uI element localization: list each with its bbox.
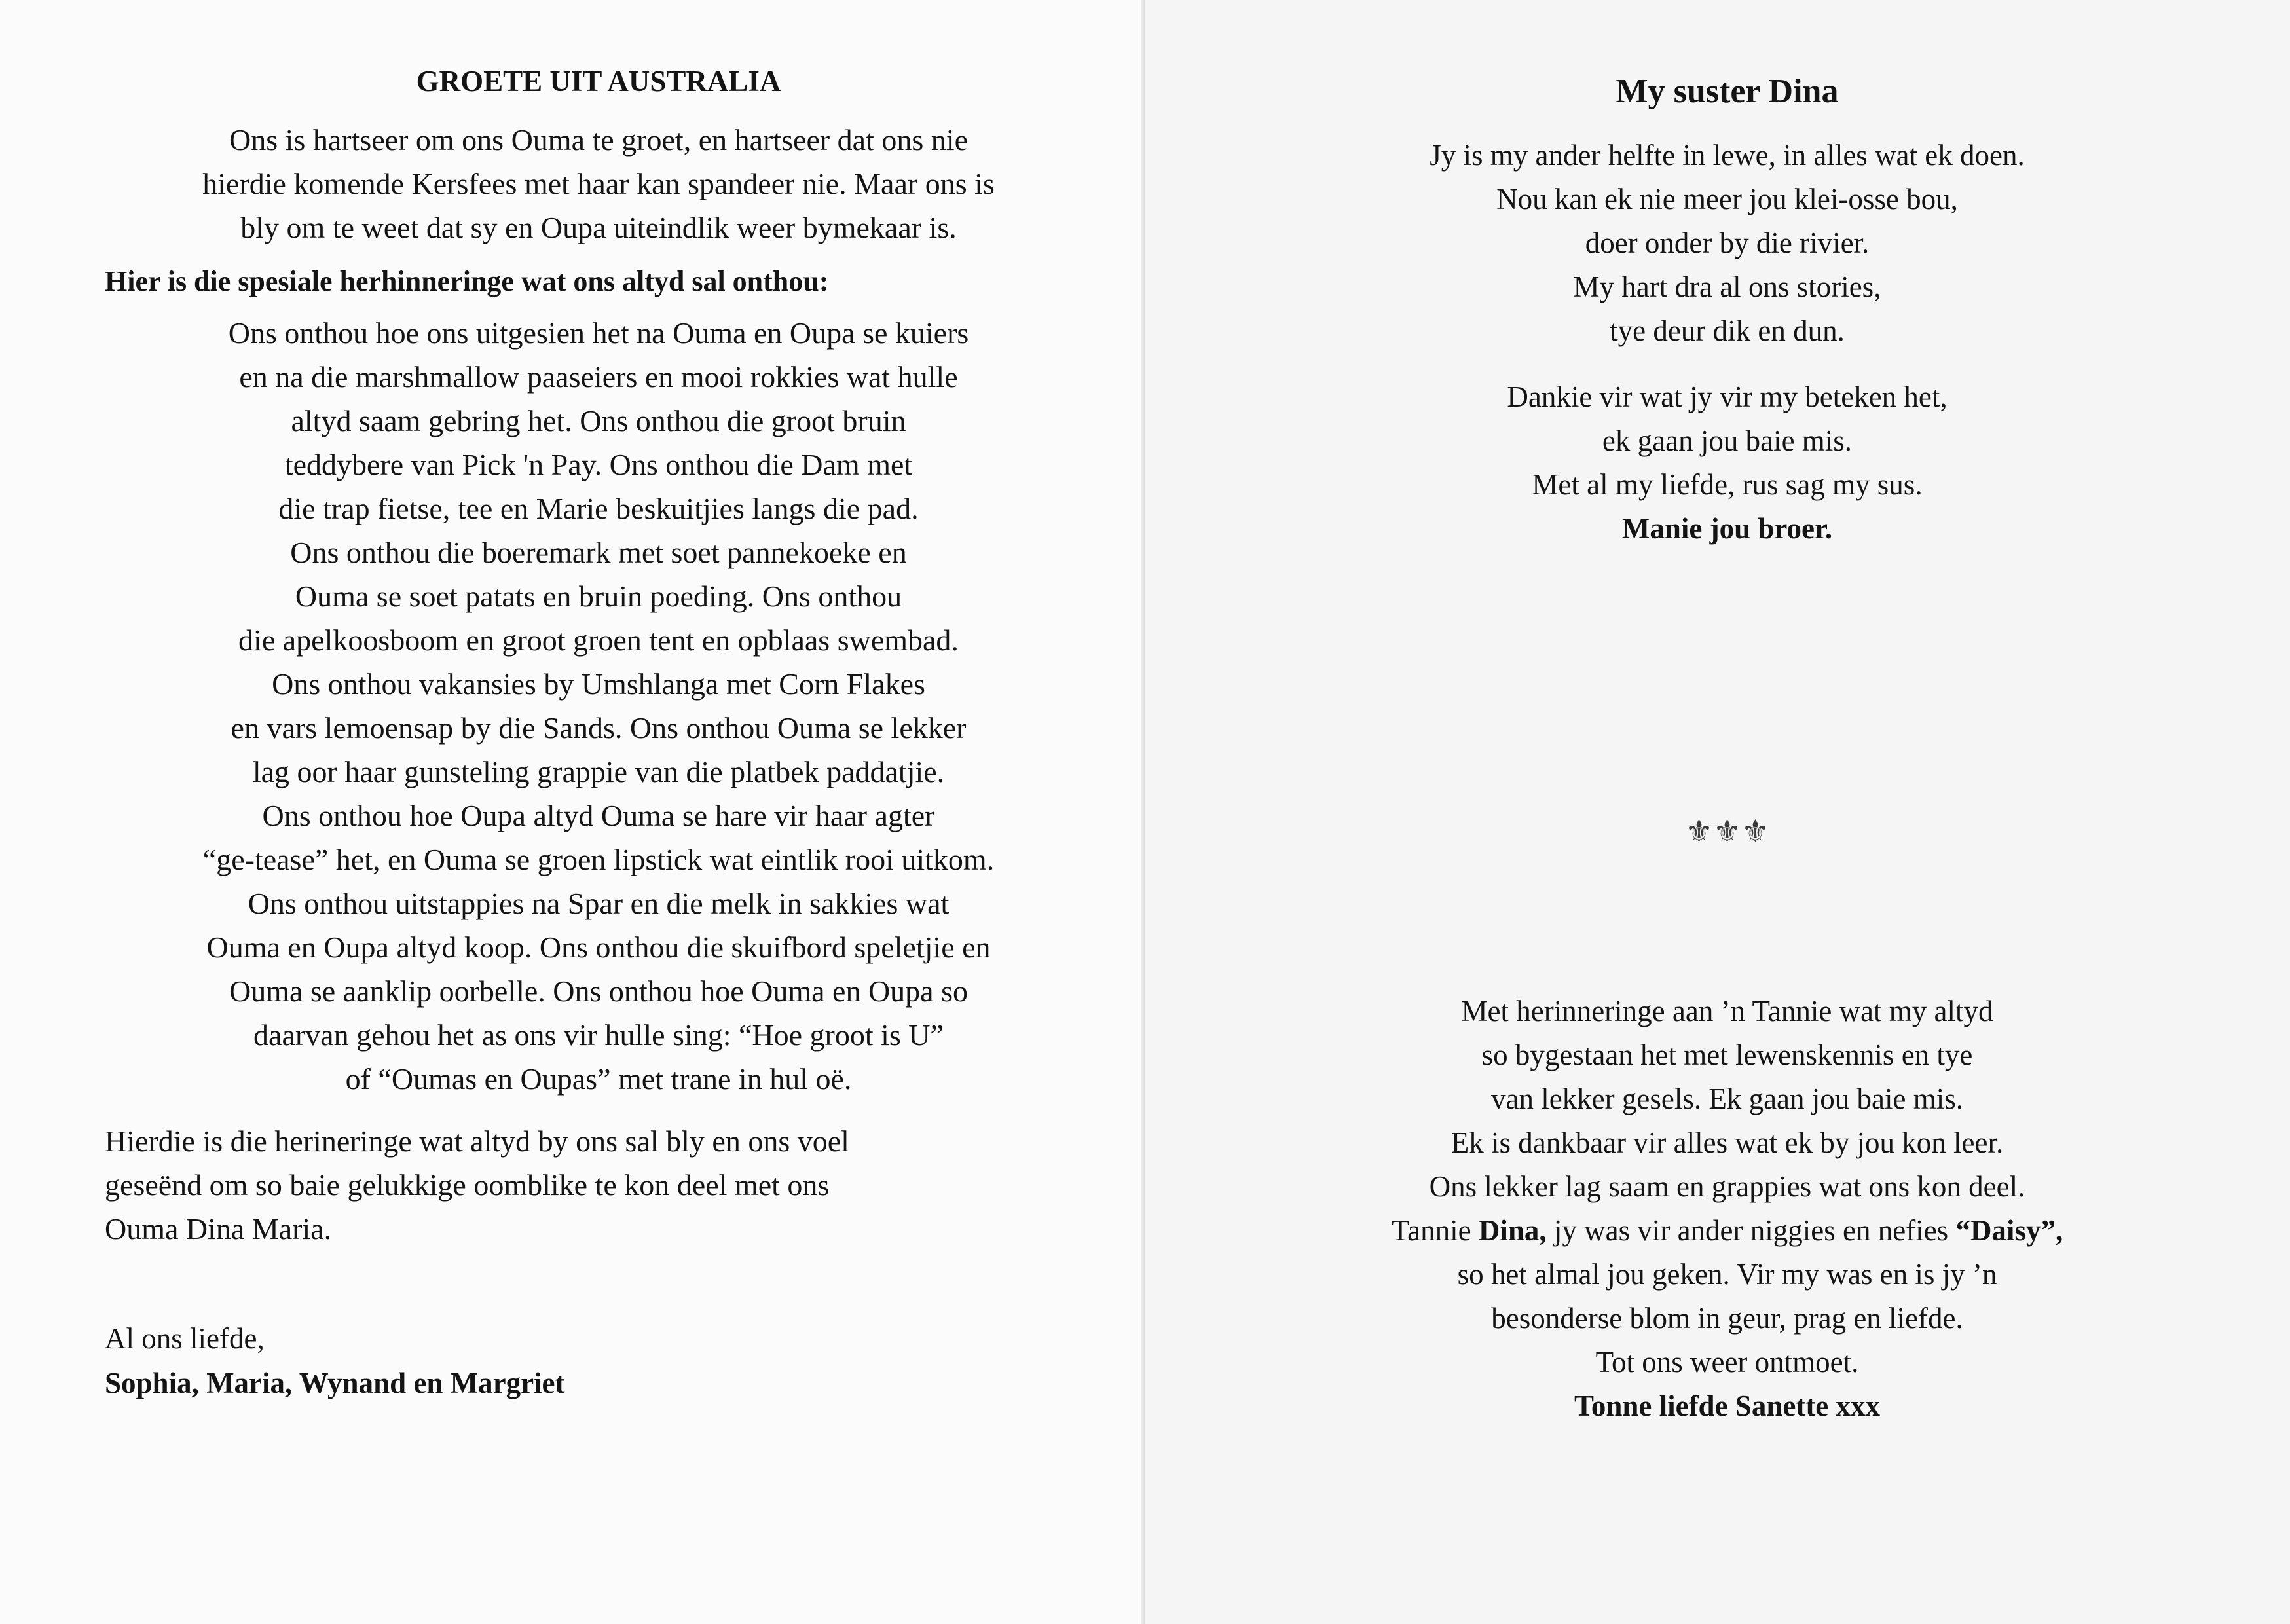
memory-line: Ouma se soet patats en bruin poeding. Ons onthou bbox=[295, 580, 902, 613]
memory-line: lag oor haar gunsteling grappie van die platbek paddatjie. bbox=[252, 755, 945, 788]
closing-line: Ouma Dina Maria. bbox=[105, 1212, 332, 1246]
tribute-line: so het almal jou geken. Vir my was en is jy ’n bbox=[1457, 1258, 1997, 1291]
signoff-line: Al ons liefde, bbox=[105, 1322, 265, 1355]
poem-stanza-2 bbox=[1243, 375, 2211, 551]
poem-line: Met al my liefde, rus sag my sus. bbox=[1532, 468, 1923, 501]
poem-line: Jy is my ander helfte in lewe, in alles wat ek doen. bbox=[1430, 139, 2025, 172]
tribute-line: Tot ons weer ontmoet. bbox=[1595, 1346, 1859, 1378]
memory-line: Ouma en Oupa altyd koop. Ons onthou die skuifbord speletjie en bbox=[206, 931, 991, 964]
tribute-name: Dina, bbox=[1478, 1214, 1547, 1247]
poem-stanza-1 bbox=[1243, 134, 2211, 353]
tribute-prefix: Tannie bbox=[1391, 1214, 1479, 1247]
right-page-title: My suster Dina bbox=[1616, 73, 1839, 110]
poem-signature: Manie jou broer. bbox=[1621, 512, 1833, 545]
signatories: Sophia, Maria, Wynand en Margriet bbox=[105, 1367, 565, 1399]
memory-line: Ouma se aanklip oorbelle. Ons onthou hoe Ouma en Oupa so bbox=[229, 974, 969, 1008]
memory-line: Ons onthou hoe ons uitgesien het na Ouma en Oupa se kuiers bbox=[228, 316, 969, 350]
memory-line: die trap fietse, tee en Marie beskuitjies langs die pad. bbox=[278, 492, 919, 525]
memory-line: Ons onthou hoe Oupa altyd Ouma se hare vir haar agter bbox=[262, 799, 935, 832]
poem-line: Dankie vir wat jy vir my beteken het, bbox=[1507, 380, 1948, 413]
closing-line: geseënd om so baie gelukkige oomblike te kon deel met ons bbox=[105, 1168, 830, 1202]
memory-line: Ons onthou die boeremark met soet pannekoeke en bbox=[290, 536, 907, 569]
memory-line: altyd saam gebring het. Ons onthou die groot bruin bbox=[291, 404, 906, 437]
left-signoff bbox=[105, 1316, 1092, 1405]
poem-line: My hart dra al ons stories, bbox=[1573, 270, 1881, 303]
tribute-line: so bygestaan het met lewenskennis en tye bbox=[1481, 1039, 1973, 1071]
tribute-line: besonderse blom in geur, prag en liefde. bbox=[1491, 1302, 1963, 1335]
memory-line: daarvan gehou het as ons vir hulle sing: “Hoe groot is U” bbox=[253, 1018, 944, 1052]
memory-line: “ge-tease” het, en Ouma se groen lipstick wat eintlik rooi uitkom. bbox=[202, 843, 995, 876]
fleur-de-lis-ornament-icon: ⚜⚜⚜ bbox=[1684, 815, 1770, 849]
tribute-nickname: “Daisy”, bbox=[1955, 1214, 2063, 1247]
memory-line: Ons onthou vakansies by Umshlanga met Corn Flakes bbox=[272, 667, 925, 701]
memories-subheading: Hier is die spesiale herhinneringe wat ons altyd sal onthou: bbox=[105, 265, 829, 297]
memory-line: en na die marshmallow paaseiers en mooi rokkies wat hulle bbox=[239, 360, 958, 394]
tribute-signature: Tonne liefde Sanette xxx bbox=[1574, 1390, 1881, 1422]
tribute-line: Ek is dankbaar vir alles wat ek by jou kon leer. bbox=[1450, 1126, 2004, 1159]
intro-line: bly om te weet dat sy en Oupa uiteindlik weer bymekaar is. bbox=[240, 211, 957, 244]
tribute-paragraph bbox=[1243, 989, 2211, 1428]
closing-paragraph bbox=[105, 1119, 1092, 1251]
tribute-line: van lekker gesels. Ek gaan jou baie mis. bbox=[1490, 1082, 1964, 1115]
poem-line: Nou kan ek nie meer jou klei-osse bou, bbox=[1496, 183, 1958, 215]
intro-paragraph bbox=[105, 118, 1092, 249]
memory-line: teddybere van Pick 'n Pay. Ons onthou die Dam met bbox=[284, 448, 913, 481]
left-page-title: GROETE UIT AUSTRALIA bbox=[416, 65, 781, 98]
poem-line: tye deur dik en dun. bbox=[1610, 314, 1845, 347]
tribute-line: Met herinneringe aan ’n Tannie wat my altyd bbox=[1461, 995, 1993, 1027]
memory-line: of “Oumas en Oupas” met trane in hul oë. bbox=[345, 1062, 852, 1096]
memory-line: die apelkoosboom en groot groen tent en opblaas swembad. bbox=[238, 623, 959, 657]
right-page bbox=[1145, 0, 2290, 1624]
memory-line: Ons onthou uitstappies na Spar en die melk in sakkies wat bbox=[248, 887, 950, 920]
poem-line: doer onder by die rivier. bbox=[1585, 227, 1870, 259]
tribute-middle: jy was vir ander niggies en nefies bbox=[1546, 1214, 1956, 1247]
tribute-line-names bbox=[1243, 1209, 2211, 1253]
intro-line: Ons is hartseer om ons Ouma te groet, en hartseer dat ons nie bbox=[229, 123, 968, 157]
poem-line: ek gaan jou baie mis. bbox=[1602, 424, 1853, 457]
closing-line: Hierdie is die herineringe wat altyd by ons sal bly en ons voel bbox=[105, 1124, 849, 1158]
intro-line: hierdie komende Kersfees met haar kan spandeer nie. Maar ons is bbox=[202, 167, 995, 200]
memories-paragraph bbox=[105, 311, 1092, 1101]
tribute-line: Ons lekker lag saam en grappies wat ons kon deel. bbox=[1429, 1170, 2025, 1203]
memory-line: en vars lemoensap by die Sands. Ons onthou Ouma se lekker bbox=[231, 711, 967, 745]
